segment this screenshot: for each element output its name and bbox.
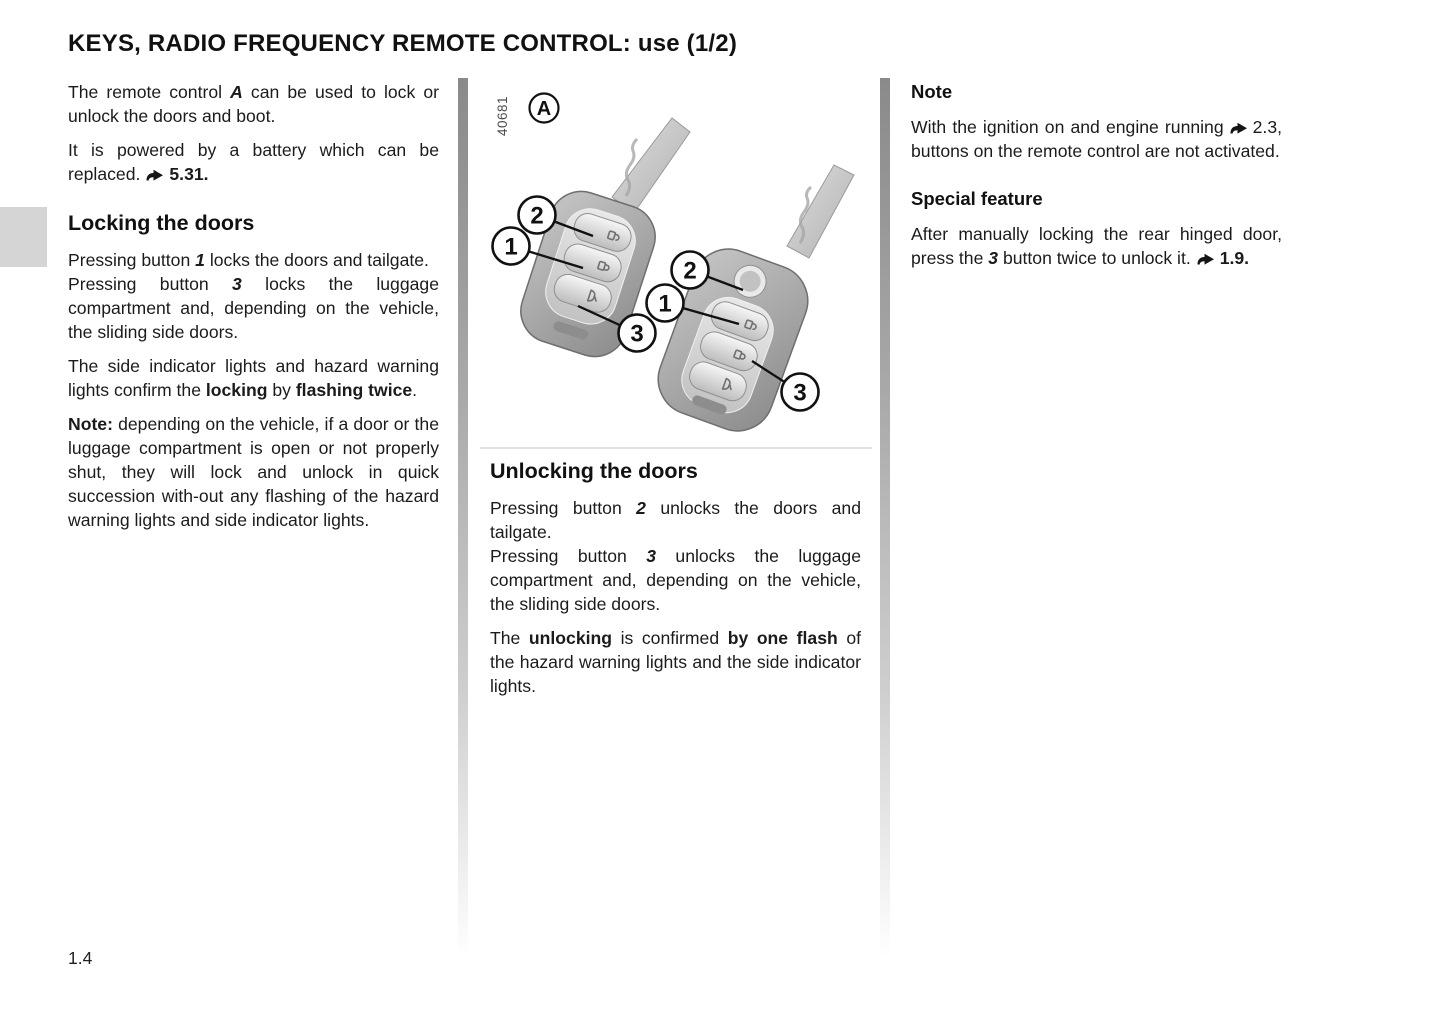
reference-arrow-icon [1196, 253, 1215, 265]
text-run: With the ignition on and engine running [911, 117, 1224, 137]
unlocking-paragraph-1 [490, 496, 861, 544]
locking-paragraph-1 [68, 248, 439, 272]
text-run: locks the doors and tailgate. [204, 250, 429, 270]
special-feature-paragraph [911, 222, 1282, 270]
special-feature-heading: Special feature [911, 188, 1043, 209]
text-run: Pressing button [68, 274, 233, 294]
text-run: Pressing button [68, 250, 196, 270]
text-run: Pressing button [490, 546, 647, 566]
text-run: unlocks the doors and tailgate. [490, 498, 861, 542]
column-separator [458, 78, 468, 958]
callout-1-label: 1 [504, 233, 518, 261]
button-3-reference: 3 [232, 274, 242, 294]
callout-3-label: 3 [793, 379, 807, 407]
locking-confirmation-paragraph [68, 354, 439, 402]
key-blade [612, 118, 690, 213]
unlocking-paragraph-2 [490, 544, 861, 616]
text-run: button twice to unlock it. [998, 248, 1191, 268]
figure-label: A [536, 98, 552, 120]
section-heading-unlocking: Unlocking the doors [490, 459, 698, 483]
text-run: depending on the vehicle, if a door or the luggage compartment is open or not properly shut, they will lock and unlock in quick succession with-out any flashing of the hazard warning lights and side indicator lights. [68, 414, 439, 530]
remote-label-reference: A [230, 82, 243, 102]
section-heading-locking: Locking the doors [68, 211, 255, 235]
note-heading: Note [911, 81, 953, 102]
button-3-reference: 3 [988, 248, 999, 268]
text-run: The side indicator lights and hazard warning lights confirm the [68, 356, 439, 400]
reference-arrow-icon [1229, 122, 1248, 134]
callout-2-label: 2 [683, 257, 697, 285]
text-run: can be used to lock or unlock the doors and boot. [68, 82, 439, 126]
text-run: Pressing button [490, 498, 637, 518]
text-run: The remote control [68, 82, 231, 102]
key-fob-figure [480, 78, 872, 449]
section-reference: 1.9. [1219, 248, 1250, 268]
battery-paragraph [68, 138, 439, 186]
chapter-section-tab [0, 207, 47, 267]
image-number: 40681 [495, 95, 510, 136]
text-run: After manually locking the rear hinged door, press the [911, 224, 1282, 268]
locking-paragraph-2 [68, 272, 439, 344]
text-run: unlocking [528, 628, 612, 648]
intro-paragraph [68, 80, 439, 128]
text-run: by one flash [727, 628, 838, 648]
text-run: locks the luggage compartment and, depending on the vehicle, the sliding side doors. [68, 274, 439, 342]
key-fob-illustration [480, 78, 872, 446]
button-3-reference: 3 [646, 546, 656, 566]
middle-column [490, 458, 861, 698]
text-run: of the hazard warning lights and the side indicator lights. [490, 628, 862, 696]
text-run: 2.3, buttons on the remote control are not activated. [911, 117, 1282, 161]
callout-1-label: 1 [658, 290, 672, 318]
button-2-reference: 2 [636, 498, 646, 518]
note-label: Note: [68, 414, 113, 434]
page-title: KEYS, RADIO FREQUENCY REMOTE CONTROL: use (1/2) [68, 30, 738, 57]
callout-3-label: 3 [630, 320, 644, 348]
ignition-note-paragraph [911, 115, 1282, 163]
text-run: The [490, 628, 529, 648]
text-run: It is powered by a battery which can be replaced. [68, 140, 439, 184]
text-run: . [412, 380, 418, 400]
right-column [911, 80, 1282, 270]
text-run: flashing twice [295, 380, 413, 400]
key-blade [787, 165, 854, 258]
button-1-reference: 1 [195, 250, 205, 270]
section-reference: 5.31. [169, 164, 209, 184]
left-column [68, 80, 439, 532]
reference-arrow-icon [145, 169, 164, 181]
text-run: unlocks the luggage compartment and, depending on the vehicle, the sliding side doors. [490, 546, 861, 614]
text-run: locking [205, 380, 268, 400]
text-run: by [267, 380, 296, 400]
page-number: 1.4 [68, 948, 93, 968]
unlocking-confirmation-paragraph [490, 626, 861, 698]
column-separator [880, 78, 890, 958]
callout-2-label: 2 [530, 202, 544, 230]
note-paragraph [68, 412, 439, 532]
text-run: is confirmed [612, 628, 728, 648]
